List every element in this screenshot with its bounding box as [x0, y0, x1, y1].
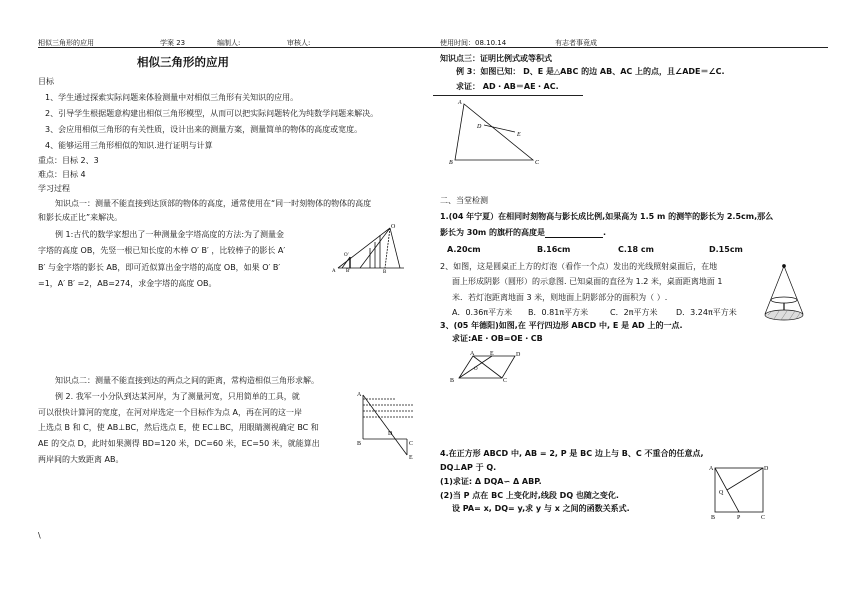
label-a: A: [709, 466, 714, 472]
label-d: D: [477, 124, 482, 130]
example-1-line: =1，A′ B′ =2，AB=274，求金字塔的高度 OB。: [38, 279, 217, 288]
q2-option-b: B．0.81π平方米: [528, 308, 589, 317]
example-3-prove: 求证： AD・AB＝AE・AC.: [456, 82, 559, 91]
q2-option-a: A．0.36π平方米: [452, 308, 513, 317]
goals-heading: 目标: [38, 77, 54, 86]
header-reviewer: 审核人:: [287, 39, 311, 47]
q1-line: 1.(04 年宁夏）在相同时刻物高与影长成比例,如果高为 1.5 m 的测竿的影长为 2.5cm,那么: [440, 212, 774, 221]
triangle-figure: [447, 96, 547, 166]
q2-line: 2、如图，这是圆桌正上方的灯泡（看作一个点）发出的光线照射桌面后，在地: [440, 262, 718, 271]
header-use-date: 使用时间：08.10.14: [440, 39, 507, 47]
parallelogram-figure: [447, 348, 527, 384]
q2-line: 米．若灯泡距离地面 3 米，则地面上阴影部分的面积为（ ）.: [452, 293, 668, 302]
stray-mark: \: [38, 531, 41, 540]
example-2-line: 可以很快计算河的宽度，在河对岸选定一个目标作为点 A，再在河的这一岸: [38, 408, 303, 417]
knowledge-point-3: 知识点三：证明比例式或等积式: [440, 54, 552, 63]
key-points: 重点：目标 2、3: [38, 156, 99, 165]
label-c: C: [409, 441, 414, 447]
label-p: P: [737, 515, 741, 521]
label-q: Q: [719, 490, 724, 496]
knowledge-point-2: 知识点二：测量不能直接到达的两点之间的距离，常构造相似三角形求解。: [55, 376, 319, 385]
header-plan-no: 学案 23: [160, 39, 186, 47]
lamp-table-figure: [762, 262, 806, 324]
table-top: [771, 297, 797, 303]
q1-option-b: B.16cm: [537, 245, 571, 254]
q4-part-2-cont: 设 PA= x, DQ= y,求 y 与 x 之间的函数关系式.: [452, 504, 630, 513]
knowledge-point-1-cont: 和影长成正比”来解决。: [38, 213, 123, 222]
segment-ae: [363, 395, 407, 455]
header-left-title: 相似三角形的应用: [38, 39, 94, 47]
q3-line: 3、(05 年德阳)如图,在 平行四边形 ABCD 中, E 是 AD 上的一点.: [440, 321, 683, 330]
q1-option-a: A.20cm: [447, 245, 481, 254]
label-o: O: [474, 367, 478, 372]
label-d: D: [516, 352, 521, 358]
label-d: D: [764, 466, 769, 472]
header-editor: 编制人:: [217, 39, 241, 47]
example-1-line: 例 1:古代的数学家想出了一种测量金字塔高度的方法:为了测量金: [55, 230, 285, 239]
page-title: 相似三角形的应用: [137, 55, 229, 69]
pyramid-figure: [330, 222, 410, 274]
header-motto: 有志者事竟成: [555, 39, 597, 47]
segment-dq: [727, 468, 763, 490]
q1-line-2: 影长为 30m 的旗杆的高度是 .: [440, 228, 607, 237]
label-b: B: [450, 378, 455, 384]
label-o-prime: O′: [344, 253, 349, 258]
pyramid-right-edge: [390, 228, 400, 268]
label-b: B: [383, 270, 387, 274]
label-d: D: [388, 431, 393, 437]
label-a: A: [332, 269, 336, 274]
q2-option-c: C．2π平方米: [610, 308, 658, 317]
knowledge-point-1: 知识点一：测量不能直接到达顶部的物体的高度，通常使用在“同一时刻物体的物体的高度: [55, 199, 372, 208]
q4-line: 4.在正方形 ABCD 中, AB = 2, P 是 BC 边上与 B、C 不重合的任意点,: [440, 449, 704, 458]
q1-blank: [545, 229, 603, 238]
label-e: E: [490, 351, 494, 357]
label-a: A: [357, 392, 362, 398]
difficulty: 难点：目标 4: [38, 170, 86, 179]
q2-line: 面上形成阴影（圆形）的示意图. 已知桌面的直径为 1.2 米，桌面距离地面 1: [452, 277, 723, 286]
example-1-line: 字塔的高度 OB，先竖一根已知长度的木棒 O′ B′ ，比较棒子的影长 A′: [38, 246, 286, 255]
label-e: E: [517, 132, 521, 138]
label-b: B: [449, 160, 453, 166]
q2-option-d: D．3.24π平方米: [676, 308, 737, 317]
river-figure: [355, 389, 417, 461]
label-b-prime: B′: [346, 269, 351, 274]
q4-part-2: (2)当 P 点在 BC 上变化时,线段 DQ 也随之变化.: [440, 491, 619, 500]
label-a: A: [458, 100, 462, 106]
q3-prove: 求证:AE・OB=OE・CB: [452, 334, 543, 343]
section-2-heading: 二、当堂检测: [440, 196, 488, 205]
goal-item: 3、会应用相似三角形的有关性质，设计出来的测量方案，测量简单的物体的高度或宽度。: [45, 125, 363, 134]
label-c: C: [761, 515, 766, 521]
example-1-line: B′ 与金字塔的影长 AB，即可近似算出金字塔的高度 OB，如果 O′ B′: [38, 263, 281, 272]
stick-ray: [342, 257, 350, 268]
example-2-line: 上选点 B 和 C，使 AB⊥BC，然后选点 E，使 EC⊥BC，用眼睛测视确定 BC 和: [38, 423, 319, 432]
q1-option-d: D.15cm: [709, 245, 743, 254]
square-figure: [707, 460, 771, 522]
light-ray-right: [784, 266, 803, 314]
example-2-line: AE 的交点 D，此时如果测得 BD=120 米，DC=60 米，EC=50 米，就能算出: [38, 439, 320, 448]
light-ray-left: [765, 266, 784, 314]
example-2-line: 例 2. 我军一小分队到达某河岸，为了测量河宽，只用简单的工具，就: [55, 392, 300, 401]
header-rule: [38, 47, 828, 48]
segment-de: [484, 125, 515, 132]
q4-line: DQ⊥AP 于 Q.: [440, 463, 497, 472]
triangle-abc: [455, 104, 533, 160]
process-heading: 学习过程: [38, 184, 70, 193]
label-e: E: [409, 455, 413, 461]
q1-option-c: C.18 cm: [618, 245, 654, 254]
example-3-given: 例 3：如图已知： D、E 是△ABC 的边 AB、AC 上的点，且∠ADE＝∠C.: [456, 67, 725, 76]
label-c: C: [503, 378, 508, 384]
q4-part-1: (1)求证: Δ DQA∽ Δ ABP.: [440, 477, 542, 486]
goal-item: 4、能够运用三角形相似的知识.进行证明与计算: [45, 141, 213, 150]
example-2-line: 两岸间的大致距离 AB。: [38, 455, 124, 464]
label-b: B: [357, 441, 362, 447]
label-o: O: [391, 224, 396, 230]
label-a: A: [470, 351, 475, 357]
label-b: B: [711, 515, 716, 521]
goal-item: 2、引导学生根据题意构建出相似三角形模型，从而可以把实际问题转化为纯数学问题来解决。: [45, 109, 379, 118]
goal-item: 1、学生通过探索实际问题来体验测量中对相似三角形有关知识的应用。: [45, 93, 299, 102]
shadow: [765, 310, 803, 320]
label-c: C: [535, 160, 540, 166]
